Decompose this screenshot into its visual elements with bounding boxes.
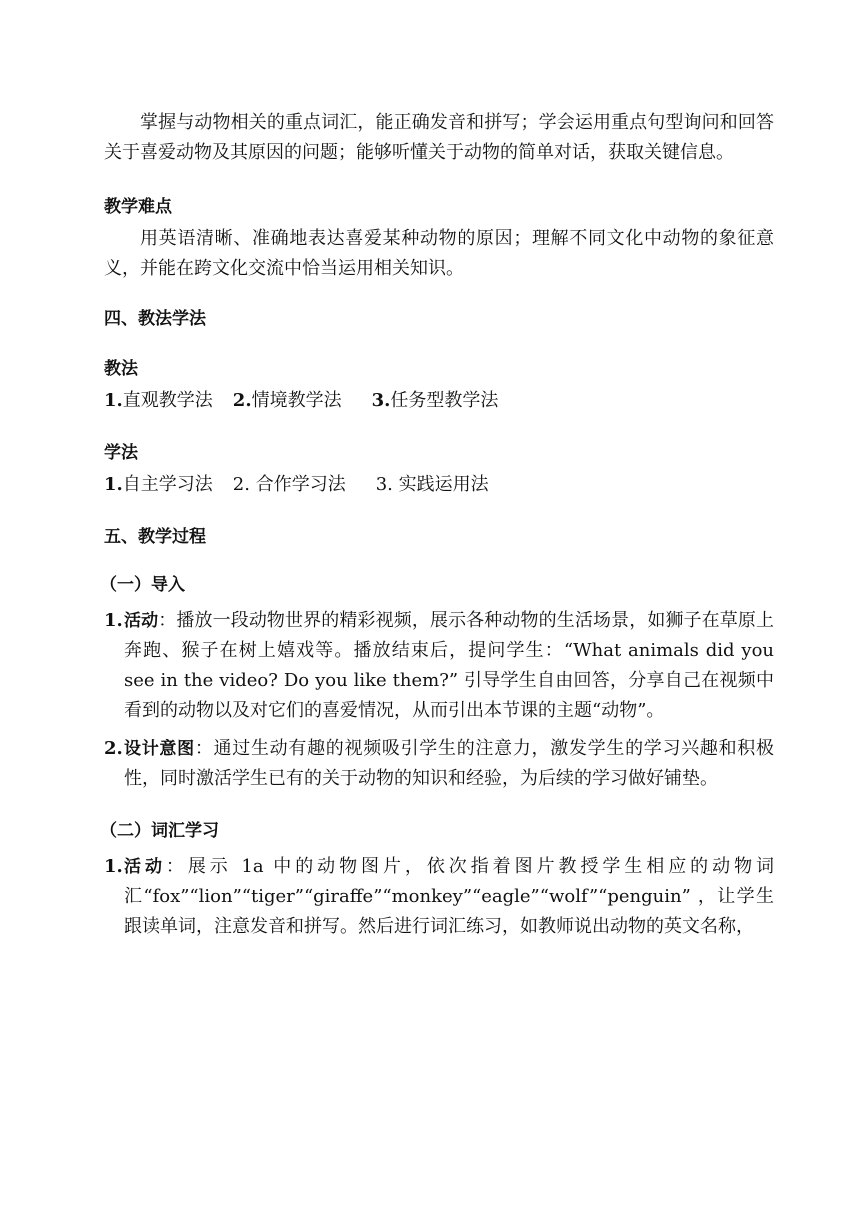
method-item: 2. 合作学习法 xyxy=(232,474,346,495)
intro-heading: （一）导入 xyxy=(100,575,185,595)
method-item: 1.直观教学法 xyxy=(104,390,213,411)
list-number: 1. xyxy=(104,856,123,877)
section5-heading: 五、教学过程 xyxy=(104,527,206,547)
item-text: 展示 1a 中的动物图片，依次指着图片教授学生相应的动物词汇“fox”“lion”“tiger”“giraffe”“monkey”“eagle”“wolf”“penguin” ，让学生跟读单词，注意发音和拼写。然后进行词汇练习，如教师说出动物的英文名称， xyxy=(124,856,775,937)
difficulty-paragraph: 用英语清晰、准确地表达喜爱某种动物的原因；理解不同文化中动物的象征意义，并能在跨文化交流中恰当运用相关知识。 xyxy=(104,228,774,279)
section4-heading: 四、教法学法 xyxy=(104,309,206,329)
teaching-methods-list xyxy=(104,386,774,416)
list-item: 2. 设计意图：通过生动有趣的视频吸引学生的注意力，激发学生的学习兴趣和积极性，同时激活学生已有的关于动物的知识和经验，为后续的学习做好铺垫。 xyxy=(104,734,774,794)
learning-methods-list xyxy=(104,470,774,500)
vocab-heading: （二）词汇学习 xyxy=(100,821,219,841)
difficulty-heading: 教学难点 xyxy=(104,197,172,217)
item-text: 通过生动有趣的视频吸引学生的注意力，激发学生的学习兴趣和积极性，同时激活学生已有的关于动物的知识和经验，为后续的学习做好铺垫。 xyxy=(124,738,775,789)
list-number: 2. xyxy=(104,738,123,759)
method-item: 2.情境教学法 xyxy=(232,390,342,411)
list-item: 1. 活动：展示 1a 中的动物图片，依次指着图片教授学生相应的动物词汇“fox”“lion”“tiger”“giraffe”“monkey”“eagle”“wolf”“penguin” ，让学生跟读单词，注意发音和拼写。然后进行词汇练习，如教师说出动物的英文名称， xyxy=(104,852,774,942)
item-label: 设计意图 xyxy=(124,739,195,759)
method-item: 1.自主学习法 xyxy=(104,474,213,495)
method-item: 3. 实践运用法 xyxy=(375,474,489,495)
learning-methods-heading: 学法 xyxy=(104,443,138,463)
document-page xyxy=(100,108,775,942)
item-label: 活动 xyxy=(124,857,166,877)
item-label: 活动 xyxy=(124,611,159,631)
item-text: 播放一段动物世界的精彩视频，展示各种动物的生活场景，如狮子在草原上奔跑、猴子在树上嬉戏等。播放结束后，提问学生：“What animals did you see in the video? Do you like them?” 引导学生自由回答，分享自己在视频中看到的动物以及对它们的喜爱情况，从而引出本节课的主题“动物”。 xyxy=(124,610,775,721)
list-item: 1. 活动：播放一段动物世界的精彩视频，展示各种动物的生活场景，如狮子在草原上奔跑、猴子在树上嬉戏等。播放结束后，提问学生：“What animals did you see in the video? Do you like them?” 引导学生自由回答，分享自己在视频中看到的动物以及对它们的喜爱情况，从而引出本节课的主题“动物”。 xyxy=(104,606,774,726)
objectives-paragraph: 掌握与动物相关的重点词汇，能正确发音和拼写；学会运用重点句型询问和回答关于喜爱动物及其原因的问题；能够听懂关于动物的简单对话，获取关键信息。 xyxy=(104,112,774,163)
method-item: 3.任务型教学法 xyxy=(371,390,499,411)
list-number: 1. xyxy=(104,610,123,631)
teaching-methods-heading: 教法 xyxy=(104,359,138,379)
